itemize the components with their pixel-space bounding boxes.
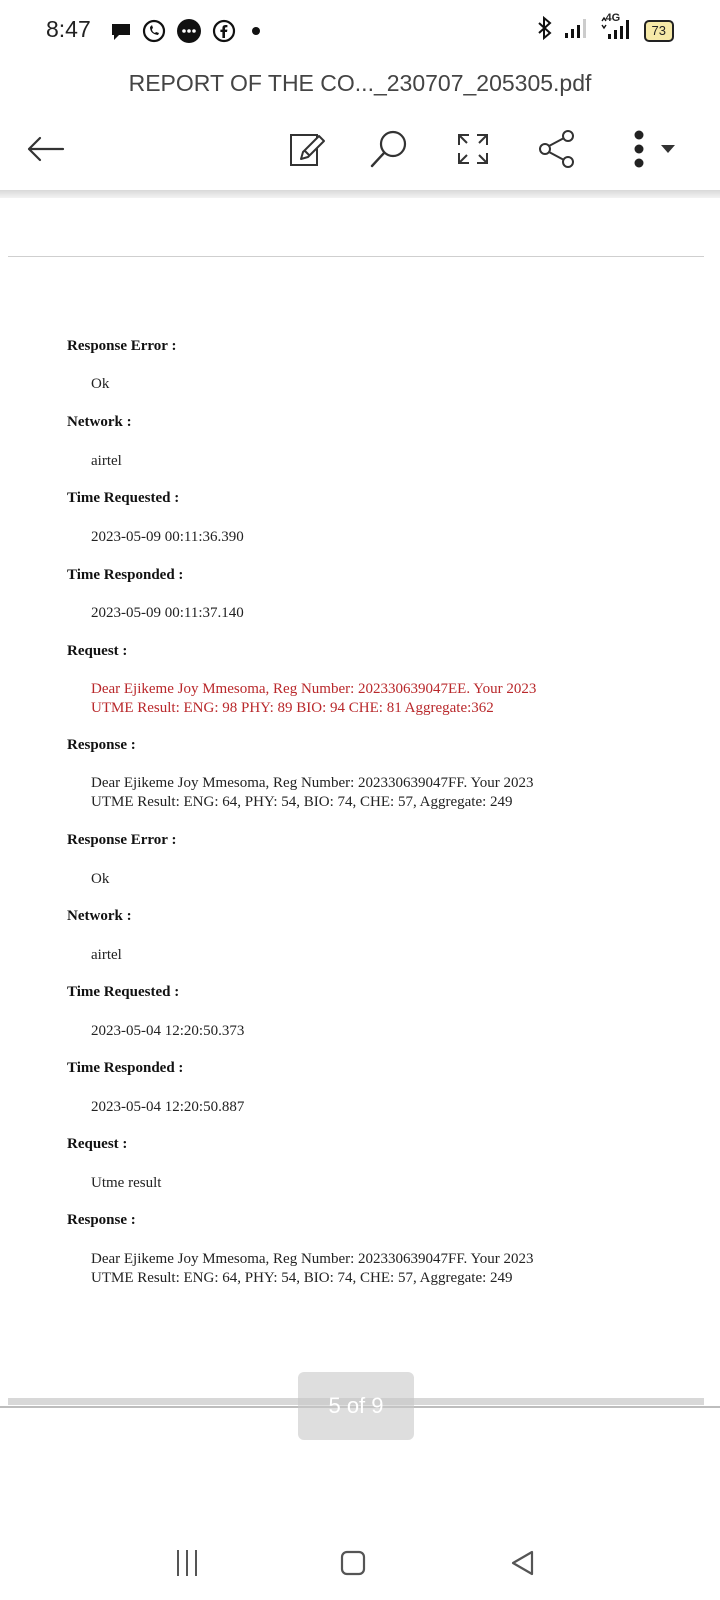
entry-value: Utme result bbox=[91, 1175, 162, 1191]
more-apps-icon bbox=[176, 18, 202, 49]
recent-apps-button[interactable] bbox=[162, 1540, 212, 1590]
signal-4g-icon bbox=[600, 12, 634, 45]
whatsapp-icon bbox=[142, 19, 166, 48]
signal-icon bbox=[564, 17, 590, 44]
entry-value: UTME Result: ENG: 64, PHY: 54, BIO: 74, CHE: 57, Aggregate: 249 bbox=[91, 1270, 513, 1286]
back-arrow-icon bbox=[25, 134, 65, 169]
search-icon bbox=[368, 128, 410, 175]
network-type-label: 4G bbox=[605, 12, 621, 24]
edit-button[interactable] bbox=[284, 128, 330, 174]
entry-value: Dear Ejikeme Joy Mmesoma, Reg Number: 202330639047FF. Your 2023 bbox=[91, 1251, 534, 1267]
entry-label: Network : bbox=[67, 414, 132, 430]
search-button[interactable] bbox=[366, 128, 412, 174]
home-button[interactable] bbox=[328, 1540, 378, 1590]
chat-bubble-icon bbox=[110, 20, 132, 47]
dot-icon bbox=[246, 21, 266, 46]
notification-icons bbox=[110, 18, 266, 49]
entry-value: Dear Ejikeme Joy Mmesoma, Reg Number: 202330639047FF. Your 2023 bbox=[91, 775, 534, 791]
entry-label: Time Requested : bbox=[67, 984, 180, 1000]
fullscreen-icon bbox=[453, 129, 493, 174]
entry-label: Response : bbox=[67, 737, 136, 753]
entry-value: UTME Result: ENG: 64, PHY: 54, BIO: 74, CHE: 57, Aggregate: 249 bbox=[91, 794, 513, 810]
entry-value: airtel bbox=[91, 947, 122, 963]
system-back-button[interactable] bbox=[498, 1540, 548, 1590]
battery-icon: 73 bbox=[644, 20, 674, 42]
entry-value: 2023-05-09 00:11:37.140 bbox=[91, 605, 244, 621]
bluetooth-icon bbox=[536, 16, 554, 45]
share-button[interactable] bbox=[534, 128, 580, 174]
status-time: 8:47 bbox=[46, 16, 91, 42]
entry-value: airtel bbox=[91, 453, 122, 469]
entry-label: Time Responded : bbox=[67, 1060, 184, 1076]
entry-label: Response : bbox=[67, 1212, 136, 1228]
entry-value-highlight: Dear Ejikeme Joy Mmesoma, Reg Number: 202330639047EE. Your 2023 bbox=[91, 681, 537, 697]
edit-icon bbox=[287, 129, 327, 174]
entry-value: 2023-05-09 00:11:36.390 bbox=[91, 529, 244, 545]
system-icons bbox=[536, 12, 674, 45]
facebook-icon bbox=[212, 19, 236, 48]
status-bar bbox=[0, 0, 720, 60]
share-icon bbox=[536, 128, 578, 175]
page-indicator: 5 of 9 bbox=[298, 1372, 414, 1440]
back-icon bbox=[508, 1548, 538, 1583]
entry-label: Request : bbox=[67, 1136, 128, 1152]
entry-value: 2023-05-04 12:20:50.887 bbox=[91, 1099, 245, 1115]
entry-value: Ok bbox=[91, 376, 110, 392]
fullscreen-button[interactable] bbox=[450, 128, 496, 174]
entry-label: Response Error : bbox=[67, 338, 177, 354]
more-options-icon bbox=[625, 128, 685, 175]
page-top-edge bbox=[8, 256, 704, 257]
entry-label: Response Error : bbox=[67, 832, 177, 848]
recent-apps-icon bbox=[172, 1547, 202, 1584]
file-title: REPORT OF THE CO..._230707_205305.pdf bbox=[128, 70, 592, 96]
home-icon bbox=[338, 1548, 368, 1583]
entry-value: 2023-05-04 12:20:50.373 bbox=[91, 1023, 245, 1039]
toolbar bbox=[0, 112, 720, 188]
entry-label: Request : bbox=[67, 643, 128, 659]
entry-value: Ok bbox=[91, 871, 110, 887]
back-button[interactable] bbox=[22, 128, 68, 174]
more-options-button[interactable] bbox=[620, 128, 690, 174]
entry-value-highlight: UTME Result: ENG: 98 PHY: 89 BIO: 94 CHE: 81 Aggregate:362 bbox=[91, 700, 494, 716]
navigation-bar bbox=[0, 1540, 720, 1600]
entry-label: Time Responded : bbox=[67, 567, 184, 583]
entry-label: Time Requested : bbox=[67, 490, 180, 506]
toolbar-divider bbox=[0, 190, 720, 198]
entry-label: Network : bbox=[67, 908, 132, 924]
